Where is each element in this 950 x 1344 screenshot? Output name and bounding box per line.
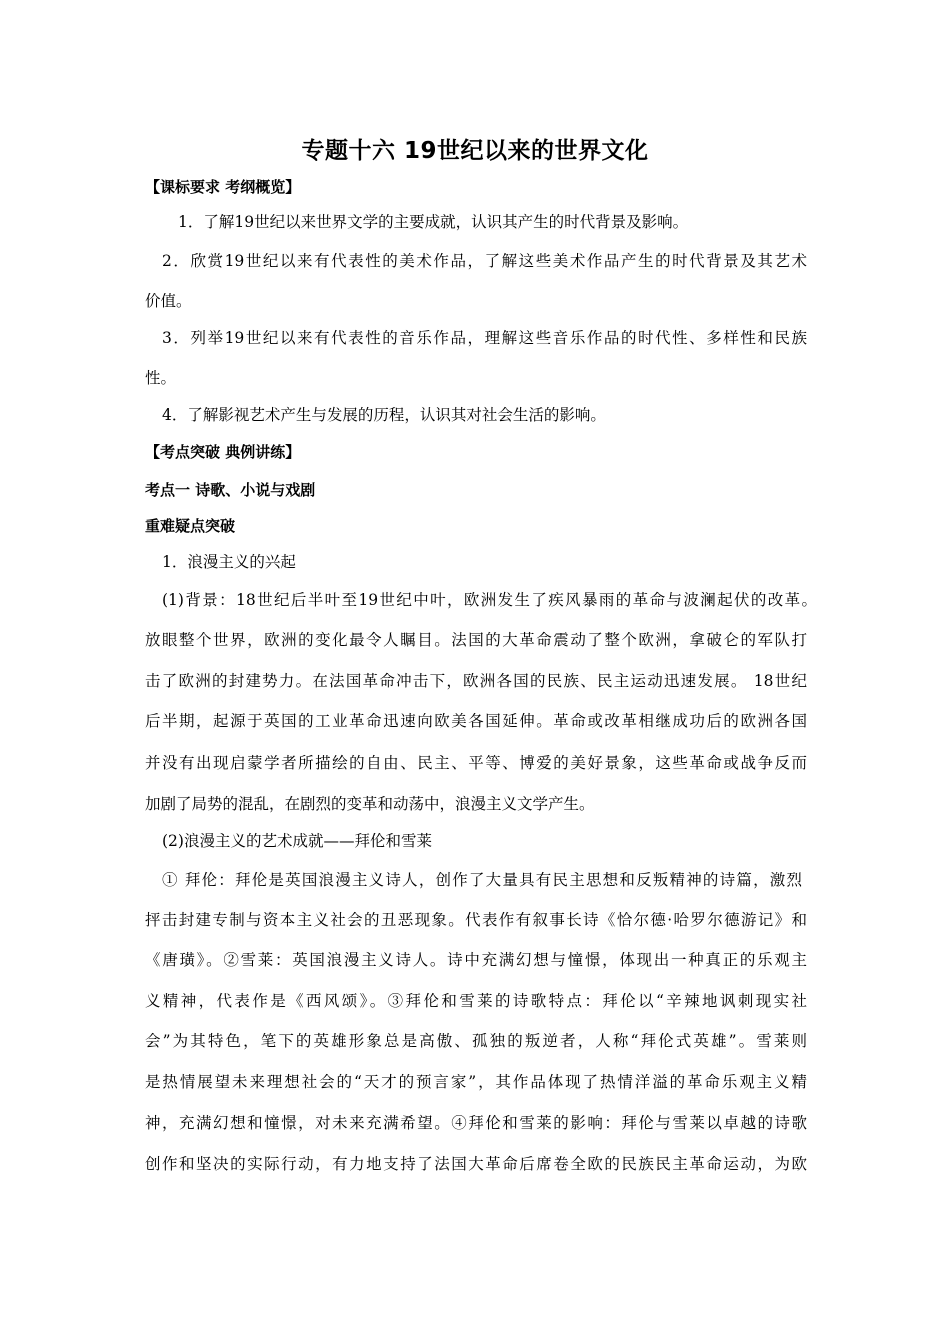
paragraph-line: 后半期，起源于英国的工业革命迅速向欧美各国延伸。革命或改革相继成功后的欧洲各国 <box>145 712 807 730</box>
standard-item-2-line-2: 价值。 <box>145 292 192 310</box>
paragraph-line: 创作和坚决的实际行动，有力地支持了法国大革命后席卷全欧的民族民主革命运动，为欧 <box>145 1155 807 1173</box>
standard-item-3-line-2: 性。 <box>145 369 177 387</box>
paragraph-line: 抨击封建专制与资本主义社会的丑恶现象。代表作有叙事长诗《恰尔德·哈罗尔德游记》和 <box>145 911 807 929</box>
subsection-romanticism-achievements: (2)浪漫主义的艺术成就——拜伦和雪莱 <box>162 832 432 850</box>
standard-item-1: 1．了解19世纪以来世界文学的主要成就，认识其产生的时代背景及影响。 <box>178 213 689 231</box>
paragraph-line: (1)背景：18世纪后半叶至19世纪中叶，欧洲发生了疾风暴雨的革命与波澜起伏的改革。 <box>162 591 817 609</box>
paragraph-line: 会”为其特色，笔下的英雄形象总是高傲、孤独的叛逆者，人称“拜伦式英雄”。雪莱则 <box>145 1032 807 1050</box>
subheading-key-points: 重难疑点突破 <box>145 517 236 535</box>
paragraph-line: 击了欧洲的封建势力。在法国革命冲击下，欧洲各国的民族、民主运动迅速发展。 18世纪 <box>145 672 807 690</box>
paragraph-line: 是热情展望未来理想社会的“天才的预言家”，其作品体现了热情洋溢的革命乐观主义精 <box>145 1073 807 1091</box>
document-title: 专题十六 19世纪以来的世界文化 <box>301 138 649 164</box>
paragraph-line: 义精神，代表作是《西风颂》。③拜伦和雪莱的诗歌特点：拜伦以“辛辣地讽刺现实社 <box>145 992 807 1010</box>
topic-heading: 考点一 诗歌、小说与戏剧 <box>145 481 316 499</box>
paragraph-line: 神，充满幻想和憧憬，对未来充满希望。④拜伦和雪莱的影响：拜伦与雪莱以卓越的诗歌 <box>145 1114 807 1132</box>
section-heading-breakthrough: 【考点突破 典例讲练】 <box>145 443 301 461</box>
paragraph-line: ① 拜伦：拜伦是英国浪漫主义诗人，创作了大量具有民主思想和反叛精神的诗篇，激烈 <box>162 871 802 889</box>
standard-item-2-line-1: 2．欣赏19世纪以来有代表性的美术作品，了解这些美术作品产生的时代背景及其艺术 <box>162 252 807 270</box>
standard-item-4: 4．了解影视艺术产生与发展的历程，认识其对社会生活的影响。 <box>162 406 606 424</box>
standard-item-3-line-1: 3．列举19世纪以来有代表性的音乐作品，理解这些音乐作品的时代性、多样性和民族 <box>162 329 807 347</box>
paragraph-line: 放眼整个世界，欧洲的变化最令人瞩目。法国的大革命震动了整个欧洲，拿破仑的军队打 <box>145 631 807 649</box>
paragraph-line: 《唐璜》。②雪莱：英国浪漫主义诗人。诗中充满幻想与憧憬，体现出一种真正的乐观主 <box>145 951 807 969</box>
subsection-romanticism-rise: 1．浪漫主义的兴起 <box>162 553 296 571</box>
paragraph-line: 并没有出现启蒙学者所描绘的自由、民主、平等、博爱的美好景象，这些革命或战争反而 <box>145 754 807 772</box>
section-heading-standards: 【课标要求 考纲概览】 <box>145 178 301 196</box>
paragraph-line: 加剧了局势的混乱，在剧烈的变革和动荡中，浪漫主义文学产生。 <box>145 795 595 813</box>
